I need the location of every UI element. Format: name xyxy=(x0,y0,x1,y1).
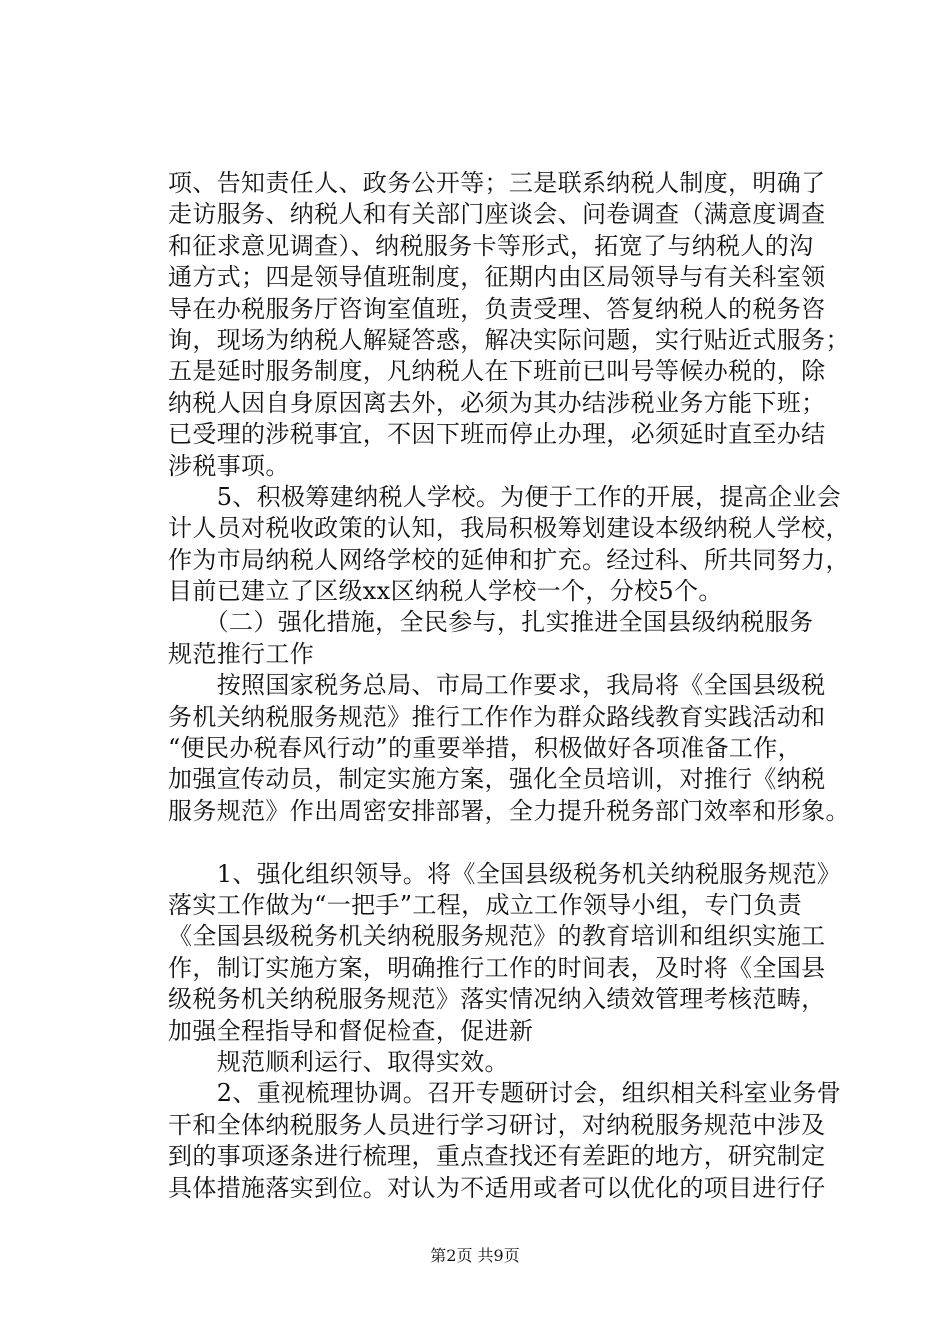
page-footer: 第2页 共9页 xyxy=(430,1246,520,1265)
text-line: 五是延时服务制度，凡纳税人在下班前已叫号等候办税的，除 xyxy=(168,357,826,386)
text-line: 和征求意见调查）、纳税服务卡等形式，拓宽了与纳税人的沟 xyxy=(168,231,814,260)
text-line: 落实工作做为“一把手”工程，成立工作领导小组，专门负责 xyxy=(168,890,802,919)
text-line: 具体措施落实到位。对认为不适用或者可以优化的项目进行仔 xyxy=(168,1173,826,1202)
text-line: 加强全程指导和督促检查，促进新 xyxy=(168,1016,534,1045)
text-line: 1、强化组织领导。将《全国县级税务机关纳税服务规范》 xyxy=(168,859,842,888)
text-line: 计人员对税收政策的认知，我局积极筹划建设本级纳税人学校， xyxy=(168,514,850,543)
text-line: 服务规范》作出周密安排部署，全力提升税务部门效率和形象。 xyxy=(168,796,850,825)
text-line: 项、告知责任人、政务公开等；三是联系纳税人制度，明确了 xyxy=(168,169,826,197)
text-line: 规范顺利运行、取得实效。 xyxy=(168,1047,509,1076)
text-line: 已受理的涉税事宜，不因下班而停止办理，必须延时直至办结 xyxy=(168,420,826,449)
text-line: 纳税人因自身原因离去外，必须为其办结涉税业务方能下班； xyxy=(168,388,826,417)
document-body xyxy=(168,168,848,1204)
text-line: 导在办税服务厅咨询室值班，负责受理、答复纳税人的税务咨 xyxy=(168,294,826,323)
text-line xyxy=(168,827,848,858)
text-line: 作为市局纳税人网络学校的延伸和扩充。经过科、所共同努力， xyxy=(168,545,850,574)
text-line: 规范推行工作 xyxy=(168,639,315,668)
text-line: 务机关纳税服务规范》推行工作作为群众路线教育实践活动和 xyxy=(168,702,826,731)
text-line: 加强宣传动员，制定实施方案，强化全员培训，对推行《纳税 xyxy=(168,765,826,794)
text-line: 作，制订实施方案，明确推行工作的时间表，及时将《全国县 xyxy=(168,953,826,982)
text-line: 通方式；四是领导值班制度，征期内由区局领导与有关科室领 xyxy=(168,263,826,292)
text-line: （二）强化措施，全民参与，扎实推进全国县级纳税服务 xyxy=(168,608,814,637)
text-line: 按照国家税务总局、市局工作要求，我局将《全国县级税 xyxy=(168,671,826,700)
text-line: 级税务机关纳税服务规范》落实情况纳入绩效管理考核范畴， xyxy=(168,985,826,1014)
text-line: 干和全体纳税服务人员进行学习研讨，对纳税服务规范中涉及 xyxy=(168,1110,826,1139)
text-line: 《全国县级税务机关纳税服务规范》的教育培训和组织实施工 xyxy=(168,922,826,951)
text-line: 到的事项逐条进行梳理，重点查找还有差距的地方，研究制定 xyxy=(168,1142,826,1171)
text-line: 5、积极筹建纳税人学校。为便于工作的开展，提高企业会 xyxy=(168,482,842,511)
text-line: 走访服务、纳税人和有关部门座谈会、问卷调查（满意度调查 xyxy=(168,200,826,229)
text-line: “便民办税春风行动”的重要举措，积极做好各项准备工作， xyxy=(168,734,802,763)
text-line: 询，现场为纳税人解疑答惑，解决实际问题，实行贴近式服务； xyxy=(168,325,850,354)
text-line: 涉税事项。 xyxy=(168,451,290,480)
text-line: 2、重视梳理协调。召开专题研讨会，组织相关科室业务骨 xyxy=(168,1079,842,1108)
text-line: 目前已建立了区级xx区纳税人学校一个，分校5个。 xyxy=(168,577,723,606)
